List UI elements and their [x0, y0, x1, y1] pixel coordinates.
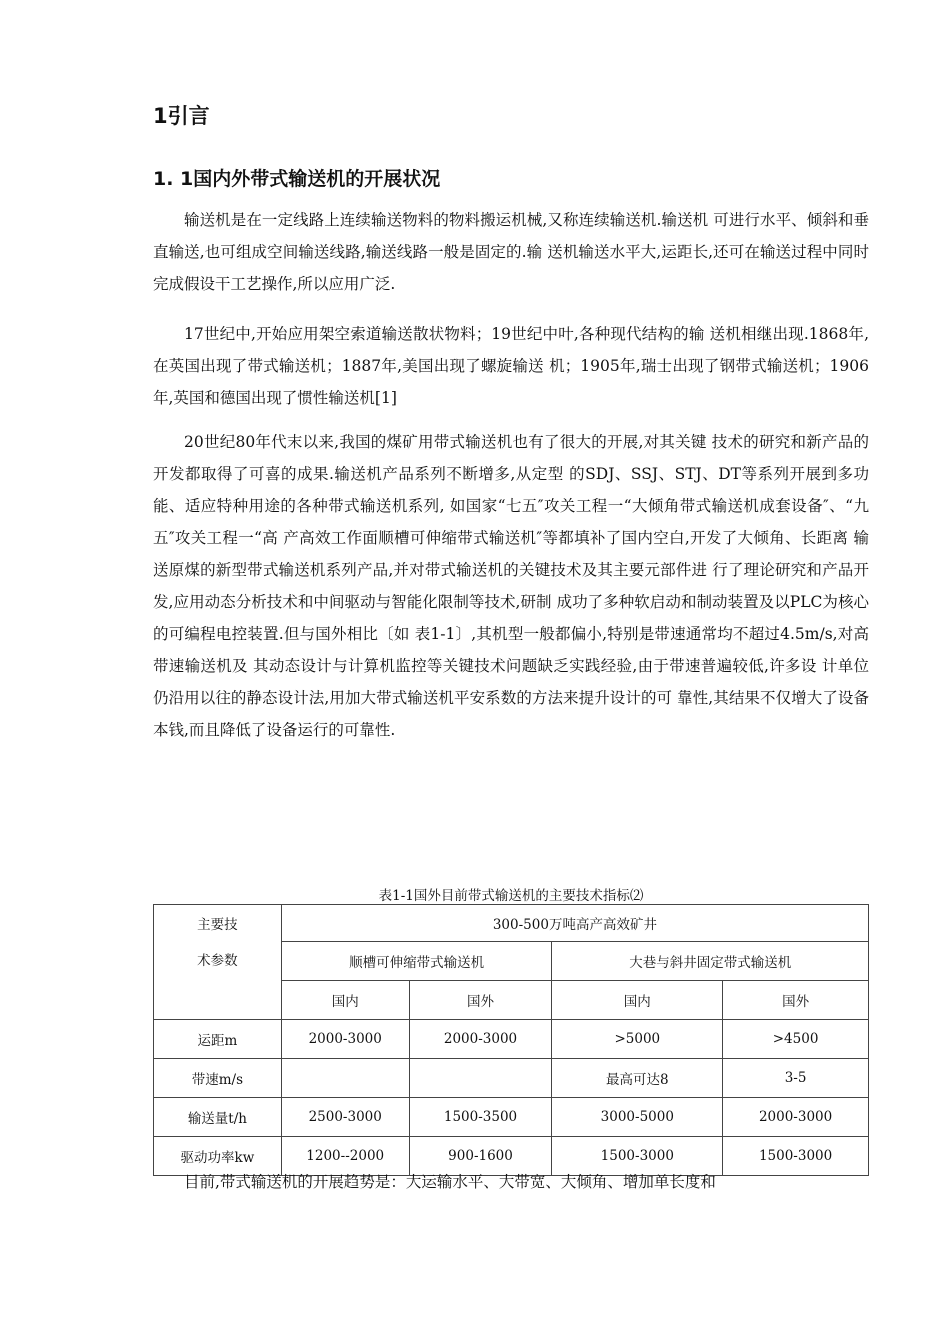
table-caption: 表1-1国外目前带式输送机的主要技术指标⑵ — [378, 888, 644, 904]
table-cell: 1500-3000 — [552, 1137, 723, 1176]
table-cell: 2500-3000 — [281, 1098, 409, 1137]
table-cell: 最高可达8 — [552, 1059, 723, 1098]
table-row — [154, 1020, 869, 1059]
paragraph-2 — [153, 318, 869, 414]
table-cell: 3000-5000 — [552, 1098, 723, 1137]
sub-header-1: 顺槽可伸缩带式输送机 — [281, 942, 552, 981]
param-header-cell — [154, 905, 282, 1020]
subsection-heading: 1. 1国内外带式输送机的开展状况 — [153, 168, 441, 190]
table-cell: 2000-3000 — [723, 1098, 869, 1137]
table-cell: 2000-3000 — [409, 1020, 552, 1059]
table-cell — [281, 1059, 409, 1098]
region-header: 国内 — [552, 981, 723, 1020]
row-param: 驱动功率kw — [154, 1137, 282, 1176]
table-cell — [409, 1059, 552, 1098]
sub-header-2: 大巷与斜井固定带式输送机 — [552, 942, 869, 981]
region-header: 国外 — [723, 981, 869, 1020]
paragraph-1 — [153, 204, 869, 300]
region-header: 国外 — [409, 981, 552, 1020]
table-cell: 900-1600 — [409, 1137, 552, 1176]
param-header-line1: 主要技 — [197, 917, 238, 933]
paragraph-text: 输送机是在一定线路上连续输送物料的物料搬运机械,又称连续输送机.输送机 可进行水平、倾斜和垂直输送,也可组成空间输送线路,输送线路一般是固定的.输 送机输送水平大,运距长,还可在输送过程中同时完成假设干工艺操作,所以应用广泛. — [153, 211, 869, 293]
row-param: 输送量t/h — [154, 1098, 282, 1137]
row-param: 带速m/s — [154, 1059, 282, 1098]
spec-table — [153, 904, 869, 1176]
paragraph-text: 17世纪中,开始应用架空索道输送散状物料；19世纪中叶,各种现代结构的输 送机相继出现.1868年,在英国出现了带式输送机；1887年,美国出现了螺旋输送 机；1905年,瑞士出现了钢带式输送机；1906年,英国和德国出现了惯性输送机[1] — [153, 325, 869, 407]
table-cell: 3-5 — [723, 1059, 869, 1098]
trailing-paragraph: 目前,带式输送机的开展趋势是：大运输水平、大带宽、大倾角、增加单长度和 — [184, 1173, 716, 1191]
table-cell: >5000 — [552, 1020, 723, 1059]
table-cell: >4500 — [723, 1020, 869, 1059]
row-param: 运距m — [154, 1020, 282, 1059]
table-cell: 2000-3000 — [281, 1020, 409, 1059]
table-cell: 1200--2000 — [281, 1137, 409, 1176]
group-header: 300-500万吨高产高效矿井 — [281, 905, 868, 942]
table-row — [154, 1098, 869, 1137]
table-cell: 1500-3500 — [409, 1098, 552, 1137]
table-row — [154, 1059, 869, 1098]
paragraph-text: 20世纪80年代末以来,我国的煤矿用带式输送机也有了很大的开展,对其关键 技术的研究和新产品的开发都取得了可喜的成果.输送机产品系列不断增多,从定型 的SDJ、SSJ、STJ、DT等系列开展到多功能、适应特种用途的各种带式输送机系列, 如国家“七五″攻关工程一“大倾角带式输送机成套设备″、“九五″攻关工程一“高 产高效工作面顺槽可伸缩带式输送机″等都填补了国内空白,开发了大倾角、长距离 输送原煤的新型带式输送机系列产品,并对带式输送机的关键技术及其主要元部件进 行了理论研究和产品开发,应用动态分析技术和中间驱动与智能化限制等技术,研制 成功了多种软启动和制动装置及以PLC为核心的可编程电控装置.但与国外相比〔如 表1-1〕,其机型一般都偏小,特别是带速通常均不超过4.5m/s,对高带速输送机及 其动态设计与计算机监控等关键技术问题缺乏实践经验,由于带速普遍较低,许多设 计单位仍沿用以往的静态设计法,用加大带式输送机平安系数的方法来提升设计的可 靠性,其结果不仅增大了设备本钱,而且降低了设备运行的可靠性. — [153, 433, 869, 739]
region-header: 国内 — [281, 981, 409, 1020]
section-heading: 1引言 — [153, 104, 210, 128]
table-cell: 1500-3000 — [723, 1137, 869, 1176]
param-header-line2: 术参数 — [197, 953, 238, 969]
paragraph-3 — [153, 426, 869, 746]
